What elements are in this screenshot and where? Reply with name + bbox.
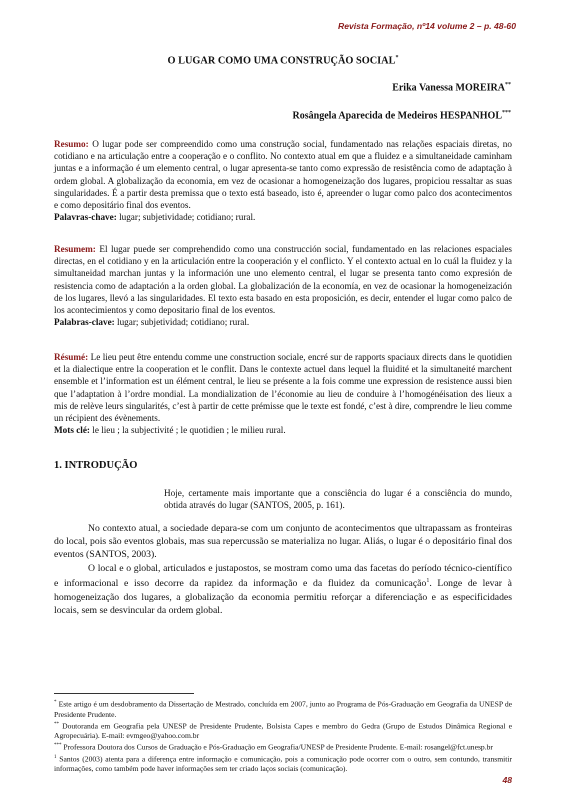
- paragraph-text: . Longe de levar à homogeneização dos lugares, a globalização da economia permitiu reforçar a diferenciação e as especificidades locais, sem se desvincular da ordem global.: [54, 578, 512, 616]
- keywords-label: Palabras-clave:: [54, 317, 115, 328]
- abstract-label: Résumé:: [54, 352, 89, 362]
- abstract-french: [54, 351, 512, 436]
- author-1: [392, 82, 511, 93]
- keywords-label: Palavras-chave:: [54, 212, 117, 223]
- footnotes: [54, 698, 512, 774]
- footnote-text: Doutoranda em Geografia pela UNESP de Presidente Prudente, Bolsista Capes e membro do Gedra (Grupo de Estudos Dinâmica Regional e Agropecuária). E-mail: evmgeo@yahoo.com.br: [54, 721, 512, 741]
- abstract-portuguese: [54, 138, 512, 223]
- footnote: [54, 698, 512, 720]
- footnote-mark: *: [54, 700, 57, 705]
- author-name: Rosângela Aparecida de Medeiros HESPANHOL: [292, 110, 502, 122]
- footnote-mark: **: [54, 721, 59, 727]
- abstract-text: Le lieu peut être entendu comme une construction sociale, encré sur de rapports spaciaux directs dans le quotidien et la dialectique entre la cooperation et le conflit. Dans le contexte actuel dans lequel la fluidité et la simultaneité marchent ensemble et l’information est un élément central, le lieu se présente a la fois comme une expression de resistence aussi bien que l’adaptation à l’ordre mondial. La mondialization de l’économie au lieu de conduire à l’homogénéisation des lieux a mis de relève leurs singularités, c’est à partir de cette prémisse que le texte est fondé, c’est à dire, comprendre le lieu comme un récipient des évènements.: [54, 352, 512, 424]
- paragraph-text: O local e o global, articulados e justapostos, se mostram como uma das facetas do período técnico-científico e informacional e isso decorre da rapidez da informação e da fluidez da comunicação: [54, 563, 512, 590]
- author-footnote-mark: ***: [502, 110, 511, 116]
- keywords-label: Mots clé:: [54, 425, 90, 436]
- abstract-body: [54, 138, 512, 211]
- title-footnote-mark: *: [395, 55, 399, 61]
- abstract-body: [54, 243, 512, 316]
- footnote: [54, 741, 512, 753]
- section-heading: 1. INTRODUÇÃO: [54, 460, 138, 471]
- footnote-text: Santos (2003) atenta para a diferença entre informação e comunicação, pois a comunicação pode ocorrer com o outro, sem contundo, transmitir informações, como também pode haver informações sem ter criado laços sociais (comunicação).: [54, 754, 512, 774]
- block-quote: Hoje, certamente mais importante que a consciência do lugar é a consciência do mundo, obtida através do lugar (SANTOS, 2005, p. 161).: [164, 488, 512, 511]
- footnote-ref: 1: [426, 578, 430, 585]
- body-text: [54, 562, 512, 617]
- abstract-text: O lugar pode ser compreendido como uma construção social, fundamentado nas relações espaciais diretas, no cotidiano e na articulação entre a cooperação e o conflito. No contexto atual em que a fluidez e a simultaneidade caminham juntas e a informação é um elemento central, o lugar apresenta-se tanto como expressão de resistência como de adaptação à ordem global. A globalização da economia, em vez de ocasionar a homogeneização dos lugares, propiciou ressaltar as suas singularidades. É a partir desta premissa que o texto está baseado, isto é, apreender o lugar como palco dos acontecimentos e como depositário final dos eventos.: [54, 139, 512, 211]
- abstract-body: [54, 351, 512, 424]
- footnote: [54, 753, 512, 775]
- paragraph: [54, 562, 512, 617]
- abstract-label: Resumo:: [54, 139, 89, 149]
- author-2: [293, 110, 511, 121]
- paragraph: No contexto atual, a sociedade depara-se com um conjunto de acontecimentos que ultrapassam as fronteiras do local, pois são eventos globais, mas sua repercussão se materializa no lugar. Aliás, o lugar é o depositário final dos eventos (SANTOS, 2003).: [54, 523, 512, 561]
- keywords-text: le lieu ; la subjectivité ; le quotidien ; le milieu rural.: [89, 425, 286, 436]
- keywords-text: lugar; subjetividade; cotidiano; rural.: [116, 212, 256, 223]
- keywords-line: [54, 316, 512, 328]
- author-name: Erika Vanessa MOREIRA: [392, 82, 505, 94]
- abstract-label: Resumem:: [54, 244, 96, 254]
- journal-header: Revista Formação, nº14 volume 2 – p. 48-60: [338, 21, 516, 31]
- footnote: [54, 720, 512, 742]
- footnote-text: Este artigo é um desdobramento da Dissertação de Mestrado, concluída em 2007, junto ao Programa de Pós-Graduação em Geografia da UNESP de Presidente Prudente.: [54, 699, 512, 719]
- body-text: [54, 522, 512, 562]
- footnote-divider: [54, 693, 194, 694]
- keywords-line: [54, 424, 512, 436]
- footnote-mark: 1: [54, 754, 57, 760]
- footnote-mark: ***: [54, 743, 62, 749]
- abstract-text: El lugar puede ser comprehendido como una construcción social, fundamentado en las relaciones espaciales directas, en el cotidiano y en la articulación entre la cooperación y el conflicto. Y el contexto actual en lo cuál la fluidez y la simultaneidad marchan juntas y la información une uno elemento central, el lugar se presenta tanto como expresión de resistencia como de adaptación a la orden global. La globalización de la economía, en vez de ocasionar la homogeneización de los lugares, llevó a las singularidades. El texto esta basado en esta proposición, es decir, entender el lugar como palco de los acontecimientos y como depositario final de los eventos.: [54, 244, 512, 316]
- page-number: 48: [502, 775, 512, 785]
- article-title: [0, 55, 566, 66]
- author-footnote-mark: **: [505, 82, 511, 88]
- abstract-spanish: [54, 243, 512, 328]
- keywords-text: lugar; subjetividad; cotidiano; rural.: [114, 317, 250, 328]
- footnote-text: Professora Doutora dos Cursos de Graduação e Pós-Graduação em Geografia/UNESP de Presidente Prudente. E-mail: rosangel@fct.unesp.br: [61, 742, 493, 752]
- title-text: O LUGAR COMO UMA CONSTRUÇÃO SOCIAL: [167, 55, 396, 67]
- keywords-line: [54, 211, 512, 223]
